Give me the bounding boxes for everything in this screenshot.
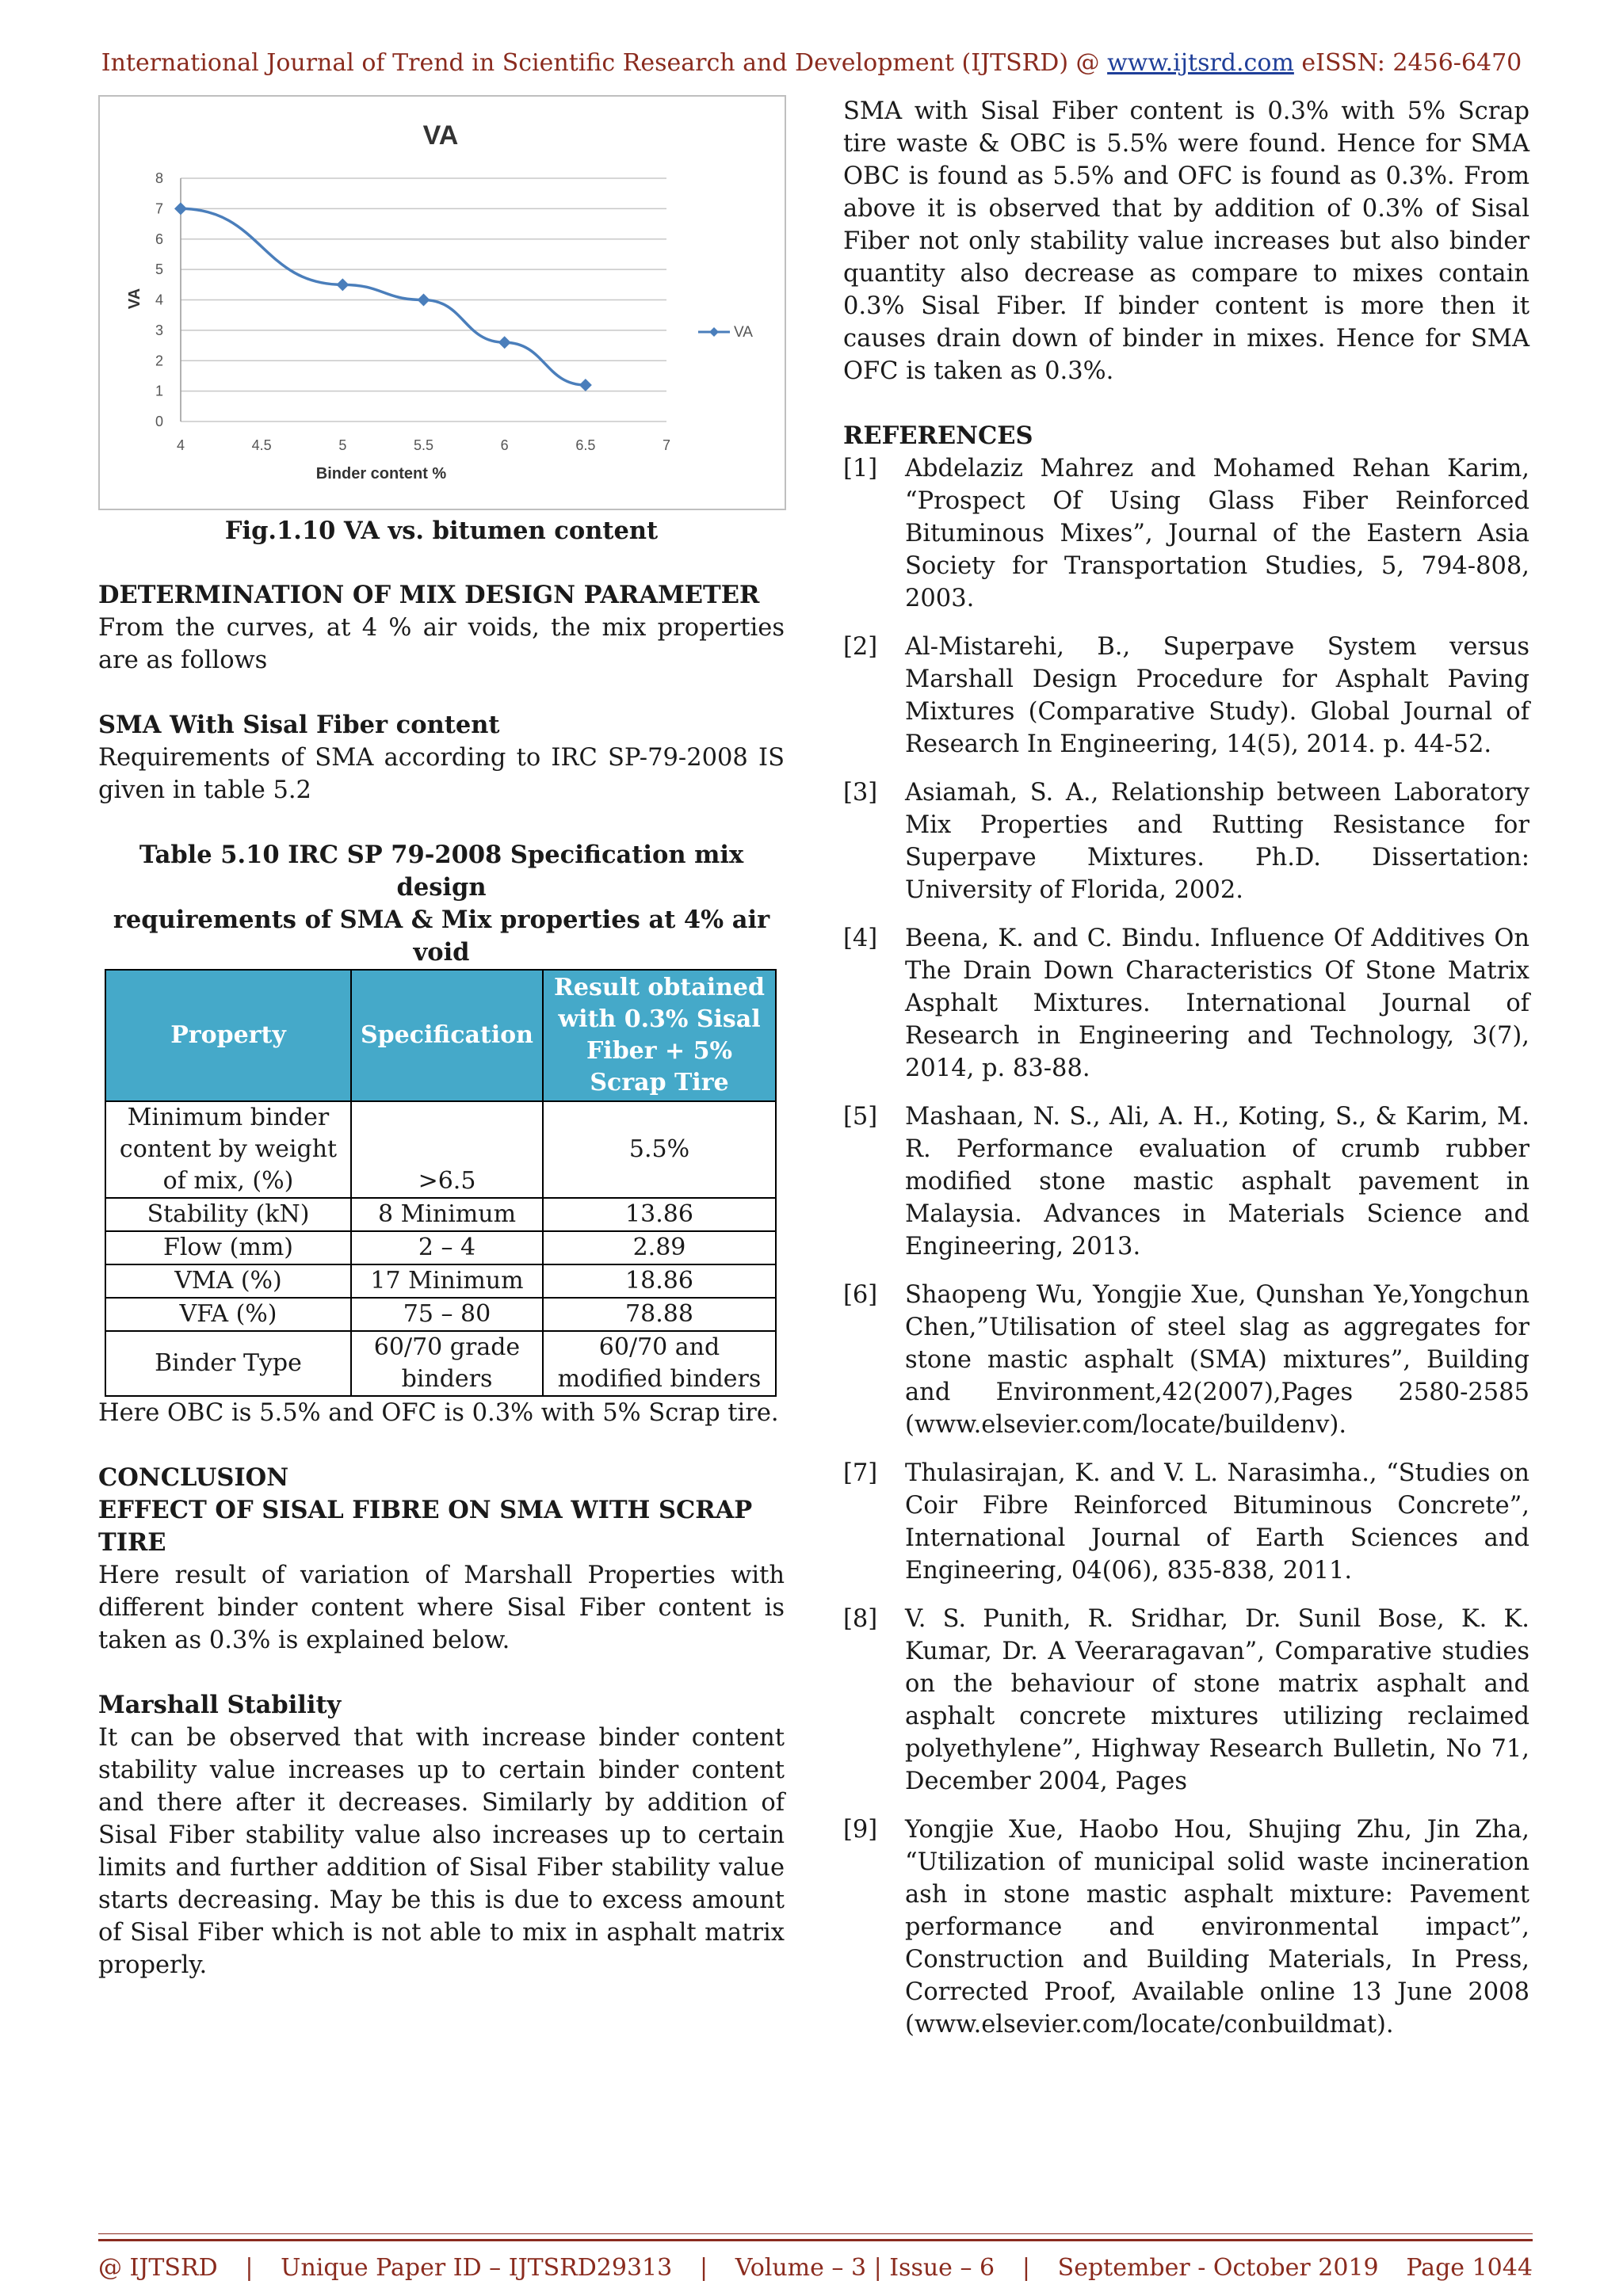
para-mix-design: From the curves, at 4 % air voids, the mix properties are as follows [98, 614, 785, 674]
chart-legend [698, 324, 753, 341]
table-cell: Stability (kN) [105, 1198, 351, 1231]
reference-number: [7] [843, 1459, 878, 1487]
spec-table [105, 969, 777, 1397]
para-effect: Here result of variation of Marshall Properties with different binder content where Sisal Fiber content is taken as 0.3% is explained below. [98, 1562, 785, 1654]
heading-effect: EFFECT OF SISAL FIBRE ON SMA WITH SCRAP TIRE [98, 1496, 753, 1557]
footer-rule [98, 2233, 1533, 2234]
reference-item [843, 1279, 1529, 1441]
table-cell: VFA (%) [105, 1298, 351, 1331]
data-point [498, 336, 511, 349]
table-row [105, 1101, 776, 1198]
y-tick-label: 2 [155, 353, 163, 369]
chart-x-label: Binder content % [315, 465, 447, 482]
footer-org: @ IJTSRD [98, 2254, 218, 2282]
reference-text: Mashaan, N. S., Ali, A. H., Koting, S., & Karim, M. R. Performance evaluation of crumb rubber modified stone mastic asphalt pavement in Malaysia. Advances in Materials Science and Engineering, 2013. [905, 1103, 1529, 1261]
y-tick-label: 5 [155, 261, 163, 278]
table-row [105, 1331, 776, 1396]
footer-separator: | [245, 2254, 254, 2282]
reference-item [843, 1100, 1529, 1263]
table-cell: Flow (mm) [105, 1231, 351, 1264]
para-obc: Here OBC is 5.5% and OFC is 0.3% with 5% Scrap tire. [98, 1399, 779, 1427]
reference-item [843, 631, 1529, 761]
journal-issn: eISSN: 2456-6470 [1301, 49, 1522, 77]
x-tick-label: 6.5 [575, 437, 596, 453]
chart-series [174, 202, 592, 391]
reference-item [843, 922, 1529, 1085]
data-point [418, 294, 430, 307]
data-point [336, 278, 349, 291]
table-header-result: Result obtained with 0.3% Sisal Fiber + 5% Scrap Tire [543, 970, 776, 1101]
references-heading: REFERENCES [843, 421, 1033, 450]
table-cell: 78.88 [543, 1298, 776, 1331]
reference-item [843, 1814, 1529, 2041]
y-tick-label: 0 [155, 414, 163, 429]
chart-x-ticks [177, 437, 670, 453]
reference-number: [8] [843, 1605, 878, 1633]
y-tick-label: 4 [155, 292, 163, 308]
reference-text: Yongjie Xue, Haobo Hou, Shujing Zhu, Jin Zha, “Utilization of municipal solid waste incineration ash in stone mastic asphalt mixture: Pavement performance and environmental impact”, Construction and Building Materials, In Press, Corrected Proof, Available online 13 June 2008 (www.elsevier.com/locate/conbuildmat). [905, 1816, 1529, 2039]
table-header-row [105, 970, 776, 1101]
reference-number: [1] [843, 455, 878, 482]
reference-item [843, 776, 1529, 906]
chart-y-ticks [155, 170, 163, 429]
va-chart-svg [100, 97, 785, 509]
heading-marshall: Marshall Stability [98, 1691, 342, 1719]
table-header-property: Property [105, 970, 351, 1101]
table-row [105, 1264, 776, 1298]
y-tick-label: 7 [155, 200, 163, 217]
footer-date: September - October 2019 [1057, 2254, 1379, 2282]
left-column [98, 95, 785, 1981]
table-cell: 60/70 grade binders [351, 1331, 543, 1396]
chart-title: VA [422, 120, 459, 151]
table-cell: Minimum binder content by weight of mix, (%) [105, 1101, 351, 1198]
legend-marker [709, 327, 719, 337]
reference-item [843, 1603, 1529, 1798]
reference-text: Abdelaziz Mahrez and Mohamed Rehan Karim, “Prospect Of Using Glass Fiber Reinforced Bituminous Mixes”, Journal of the Eastern Asia Society for Transportation Studies, 5, 794-808, 2003. [905, 455, 1529, 612]
table-row [105, 1298, 776, 1331]
reference-number: [9] [843, 1816, 878, 1844]
journal-website-link[interactable]: www.ijtsrd.com [1107, 49, 1294, 77]
y-tick-label: 6 [155, 231, 163, 247]
y-tick-label: 1 [155, 383, 163, 399]
x-tick-label: 4.5 [251, 437, 272, 453]
table-cell: 2.89 [543, 1231, 776, 1264]
chart-y-label: VA [126, 288, 143, 310]
table-cell: 8 Minimum [351, 1198, 543, 1231]
page-footer [98, 2239, 1533, 2282]
para-marshall: It can be observed that with increase binder content stability value increases up to certain binder content and there after it decreases. Similarly by addition of Sisal Fiber stability value also increases up to certain limits and further addition of Sisal Fiber stability value starts decreasing. May be this is due to excess amount of Sisal Fiber which is not able to mix in asphalt matrix properly. [98, 1724, 785, 1979]
heading-sma: SMA With Sisal Fiber content [98, 711, 500, 739]
table-cell: >6.5 [351, 1101, 543, 1198]
reference-text: V. S. Punith, R. Sridhar, Dr. Sunil Bose, K. K. Kumar, Dr. A Veeraragavan”, Comparative studies on the behaviour of stone matrix asphalt and asphalt concrete mixtures utilizing reclaimed polyethylene”, Highway Research Bulletin, No 71, December 2004, Pages [905, 1605, 1529, 1795]
footer-separator: | [1022, 2254, 1030, 2282]
x-tick-label: 5 [338, 437, 347, 453]
footer-paper-id: Unique Paper ID – IJTSRD29313 [281, 2254, 673, 2282]
table-cell: Binder Type [105, 1331, 351, 1396]
table-cell: 5.5% [543, 1101, 776, 1198]
series-line-va [181, 208, 586, 385]
para-right-top: SMA with Sisal Fiber content is 0.3% with 5% Scrap tire waste & OBC is 5.5% were found. Hence for SMA OBC is found as 5.5% and OFC is found as 0.3%. From above it is observed that by addition of 0.3% of Sisal Fiber not only stability value increases but also binder quantity also decrease as compare to mixes contain 0.3% Sisal Fiber. If binder content is more then it causes drain down of binder in mixes. Hence for SMA OFC is taken as 0.3%. [843, 97, 1529, 385]
right-column [843, 95, 1529, 2057]
reference-item [843, 452, 1529, 615]
heading-mix-design: DETERMINATION OF MIX DESIGN PARAMETER [98, 581, 760, 609]
table-cell: VMA (%) [105, 1264, 351, 1298]
table-cell: 17 Minimum [351, 1264, 543, 1298]
reference-text: Asiamah, S. A., Relationship between Laboratory Mix Properties and Rutting Resistance for Superpave Mixtures. Ph.D. Dissertation: University of Florida, 2002. [905, 779, 1529, 904]
table-cell: 2 – 4 [351, 1231, 543, 1264]
reference-number: [6] [843, 1281, 878, 1309]
heading-conclusion: CONCLUSION [98, 1463, 289, 1492]
reference-item [843, 1457, 1529, 1587]
reference-number: [5] [843, 1103, 878, 1131]
table-header-specification: Specification [351, 970, 543, 1101]
journal-header [0, 49, 1623, 77]
x-tick-label: 7 [662, 437, 671, 453]
data-point [174, 202, 187, 215]
reference-list [843, 452, 1529, 2041]
reference-number: [4] [843, 925, 878, 952]
journal-name: International Journal of Trend in Scientific Research and Development (IJTSRD) @ [101, 49, 1100, 77]
va-chart [98, 95, 786, 510]
footer-page: Page 1044 [1406, 2254, 1533, 2282]
reference-number: [3] [843, 779, 878, 807]
table-cell: 75 – 80 [351, 1298, 543, 1331]
table-row [105, 1198, 776, 1231]
data-point [579, 379, 592, 391]
table-caption-line2: requirements of SMA & Mix properties at 4% air void [113, 906, 770, 967]
table-cell: 18.86 [543, 1264, 776, 1298]
footer-separator: | [699, 2254, 708, 2282]
table-row [105, 1231, 776, 1264]
table-caption-line1: Table 5.10 IRC SP 79-2008 Specification mix design [139, 841, 744, 902]
reference-text: Beena, K. and C. Bindu. Influence Of Additives On The Drain Down Characteristics Of Stone Matrix Asphalt Mixtures. International Journal of Research in Engineering and Technology, 3(7), 2014, p. 83-88. [905, 925, 1529, 1082]
reference-text: Al-Mistarehi, B., Superpave System versus Marshall Design Procedure for Asphalt Paving Mixtures (Comparative Study). Global Journal of Research In Engineering, 14(5), 2014. p. 44-52. [905, 633, 1529, 758]
y-tick-label: 3 [155, 322, 163, 338]
para-sma: Requirements of SMA according to IRC SP-79-2008 IS given in table 5.2 [98, 744, 785, 804]
reference-text: Thulasirajan, K. and V. L. Narasimha., “Studies on Coir Fibre Reinforced Bituminous Concrete”, International Journal of Earth Sciences and Engineering, 04(06), 835-838, 2011. [905, 1459, 1529, 1585]
reference-number: [2] [843, 633, 878, 661]
legend-label: VA [734, 324, 753, 341]
x-tick-label: 5.5 [413, 437, 434, 453]
table-cell: 13.86 [543, 1198, 776, 1231]
table-cell: 60/70 and modified binders [543, 1331, 776, 1396]
figure-caption: Fig.1.10 VA vs. bitumen content [224, 517, 659, 545]
y-tick-label: 8 [155, 170, 163, 186]
x-tick-label: 6 [500, 437, 509, 453]
x-tick-label: 4 [176, 437, 185, 453]
footer-volume: Volume – 3 | Issue – 6 [735, 2254, 995, 2282]
reference-text: Shaopeng Wu, Yongjie Xue, Qunshan Ye,Yongchun Chen,”Utilisation of steel slag as aggregates for stone mastic asphalt (SMA) mixtures”, Building and Environment,42(2007),Pages 2580-2585 (www.elsevier.com/locate/buildenv). [905, 1281, 1529, 1439]
footer-row [98, 2254, 1533, 2282]
